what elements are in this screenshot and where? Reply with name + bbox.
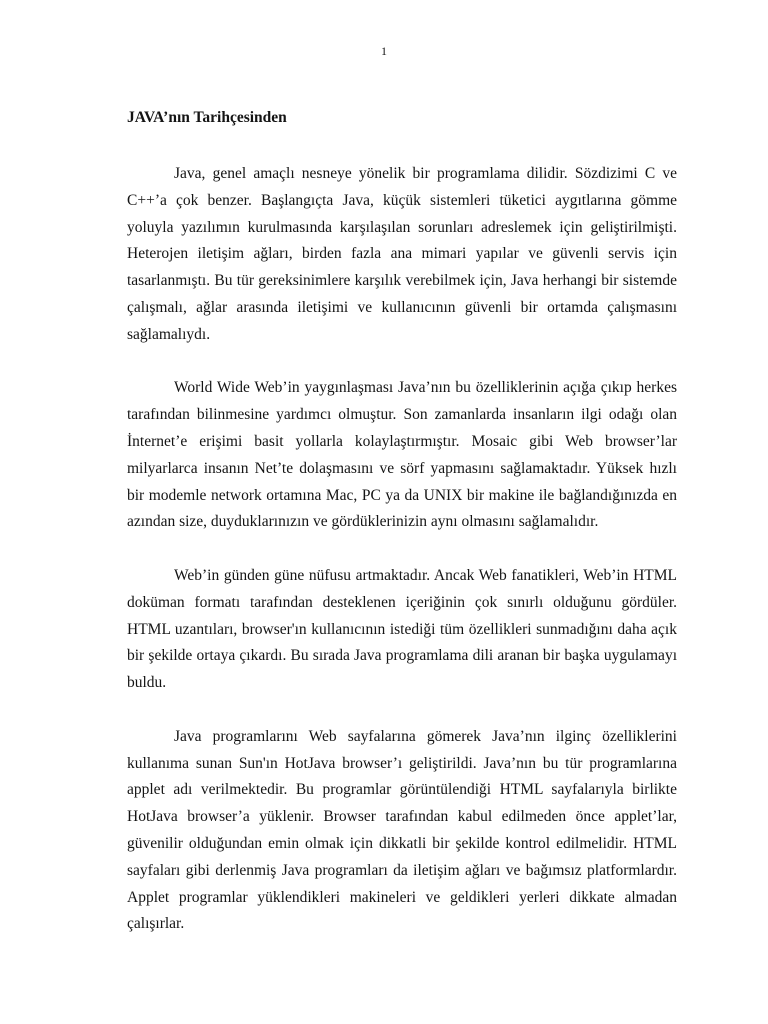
paragraph-4: Java programlarını Web sayfalarına gömerek Java’nın ilginç özelliklerini kullanıma sunan Sun'ın HotJava browser’ı geliştirildi. Java’nın bu tür programlarına applet adı verilmektedir. Bu programlar görüntülendiği HTML sayfalarıyla birlikte HotJava browser’a yüklenir. Browser tarafından kabul edilmeden önce applet’lar, güvenilir olduğundan emin olmak için dikkatli bir şekilde kontrol edilmelidir. HTML sayfaları gibi derlenmiş Java programları da iletişim ağları ve bağımsız platformlardır. Applet programlar yüklendikleri makineleri ve geldikleri yerleri dikkate almadan çalışırlar. (127, 727, 677, 933)
paragraph-2: World Wide Web’in yaygınlaşması Java’nın bu özelliklerinin açığa çıkıp herkes tarafından bilinmesine yardımcı olmuştur. Son zamanlarda insanların ilgi odağı olan İnternet’e erişimi basit yollarla kolaylaştırmıştır. Mosaic gibi Web browser’lar milyarlarca insanın Net’te dolaşmasını ve sörf yapmasını sağlamaktadır. Yüksek hızlı bir modemle network ortamına Mac, PC ya da UNIX bir makine ile bağlandığınızda en azından size, duyduklarınızın ve gördüklerinizin aynı olmasını sağlamalıdır. (127, 379, 677, 531)
paragraph-3: Web’in günden güne nüfusu artmaktadır. Ancak Web fanatikleri, Web’in HTML doküman formatı tarafından desteklenen içeriğinin çok sınırlı olduğunu gördüler. HTML uzantıları, browser'ın kullanıcının istediği tüm özellikleri sunmadığını daha açık bir şekilde ortaya çıkardı. Bu sırada Java programlama dili aranan bir başka uygulamayı buldu. (127, 566, 677, 692)
section-heading: JAVA’nın Tarihçesinden (127, 109, 287, 126)
page-number: 1 (381, 44, 387, 58)
paragraph-1: Java, genel amaçlı nesneye yönelik bir programlama dilidir. Sözdizimi C ve C++’a çok benzer. Başlangıçta Java, küçük sistemleri tüketici aygıtlarına gömme yoluyla yazılımın kurulmasında karşılaşılan sorunları adreslemek için geliştirilmişti. Heterojen iletişim ağları, birden fazla ana mimari yapılar ve güvenli servis için tasarlanmıştı. Bu tür gereksinimlere karşılık verebilmek için, Java herhangi bir sistemde çalışmalı, ağlar arasında iletişimi ve kullanıcının güvenli bir ortamda çalışmasını sağlamalıydı. (127, 165, 677, 343)
document-body (127, 108, 677, 938)
